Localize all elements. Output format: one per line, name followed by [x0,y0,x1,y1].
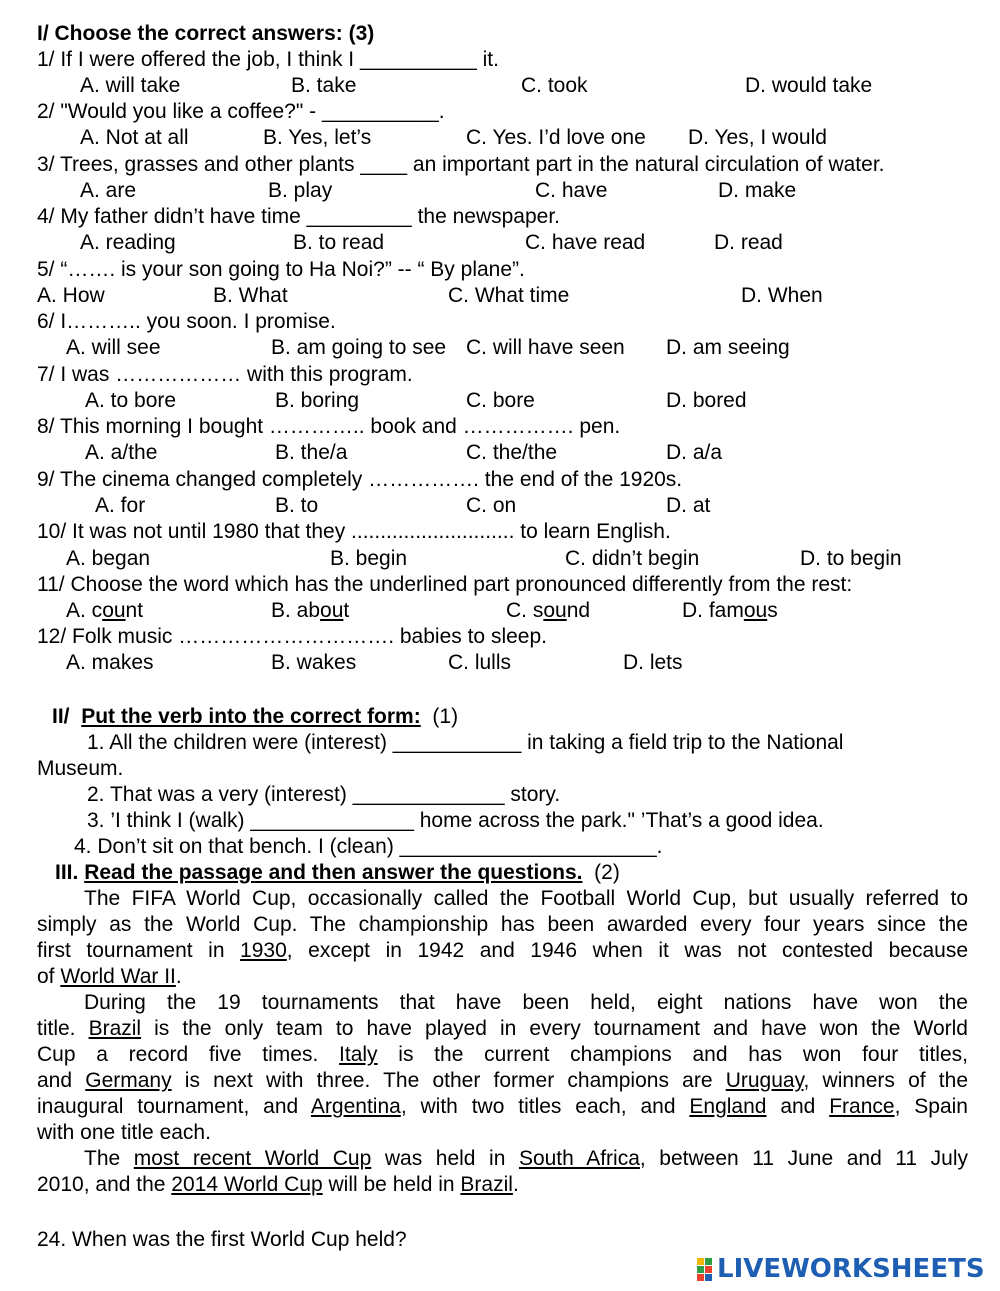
question-12-option-d[interactable]: D. lets [623,651,683,674]
link-south-africa[interactable]: South Africa [518,1147,640,1170]
link-italy[interactable]: Italy [339,1043,378,1066]
question-4-option-b[interactable]: B. to read [293,231,385,254]
question-12-option-b[interactable]: B. wakes [271,651,357,674]
question-8-option-c[interactable]: C. the/the [466,441,558,464]
question-2-option-c[interactable]: C. Yes. I’d love one [466,126,646,149]
question-11-option-d[interactable]: D. famous [682,599,778,622]
question-1-option-d[interactable]: D. would take [745,74,873,97]
underlined-part: ou [743,599,768,622]
passage-p2-line5: inaugural tournament, and Argentina, with two titles each, and England and France, Spain [37,1095,968,1118]
question-10-stem: 10/ It was not until 1980 that they ............................ to learn English. [37,520,671,543]
passage-p2-line3: Cup a record five times. Italy is the current champions and has won four titles, [37,1043,968,1066]
passage-p2-line6: with one title each. [37,1121,211,1144]
question-8-option-d[interactable]: D. a/a [666,441,723,464]
question-2-stem: 2/ "Would you like a coffee?" - __________. [37,100,445,123]
question-11-option-a[interactable]: A. count [66,599,144,622]
question-6-option-b[interactable]: B. am going to see [271,336,447,359]
question-9-option-b[interactable]: B. to [275,494,319,517]
link-france[interactable]: France [829,1095,895,1118]
link-brazil[interactable]: Brazil [88,1017,142,1040]
link-brazil-2[interactable]: Brazil [460,1173,513,1196]
passage-p2-line1: During the 19 tournaments that have been held, eight nations have won the [84,991,968,1014]
question-5-option-a[interactable]: A. How [37,284,105,307]
link-uruguay[interactable]: Uruguay [725,1069,804,1092]
question-10-option-d[interactable]: D. to begin [800,547,902,570]
link-2014-world-cup[interactable]: 2014 World Cup [171,1173,323,1196]
question-9-option-a[interactable]: A. for [95,494,146,517]
question-8-stem: 8/ This morning I bought ………….. book and ……………. pen. [37,415,621,438]
question-6-option-a[interactable]: A. will see [66,336,161,359]
verb-item-1-cont: Museum. [37,757,124,780]
question-3-option-c[interactable]: C. have [535,179,608,202]
question-10-option-c[interactable]: C. didn’t begin [565,547,700,570]
link-world-war-ii[interactable]: World War II [60,965,176,988]
question-7-option-a[interactable]: A. to bore [85,389,177,412]
question-7-option-b[interactable]: B. boring [275,389,360,412]
question-4-option-a[interactable]: A. reading [80,231,176,254]
question-12-option-c[interactable]: C. lulls [448,651,512,674]
question-8-option-a[interactable]: A. a/the [85,441,158,464]
liveworksheets-logo[interactable] [696,1254,985,1284]
section3-heading: III. Read the passage and then answer the questions. (2) [55,861,620,884]
question-12-option-a[interactable]: A. makes [66,651,154,674]
question-2-option-a[interactable]: A. Not at all [80,126,189,149]
question-9-option-d[interactable]: D. at [666,494,711,517]
question-24: 24. When was the first World Cup held? [37,1228,407,1251]
section2-heading: II/ Put the verb into the correct form: (1) [52,705,459,728]
question-2-option-d[interactable]: D. Yes, I would [688,126,827,149]
question-1-option-c[interactable]: C. took [521,74,588,97]
verb-item-2: 2. That was a very (interest) _____________ story. [87,783,561,806]
question-1-option-a[interactable]: A. will take [80,74,181,97]
verb-item-3: 3. ’I think I (walk) ______________ home across the park." ’That’s a good idea. [87,809,824,832]
section1-heading: I/ Choose the correct answers: (3) [37,22,375,45]
logo-text: LIVEWORKSHEETS [717,1254,985,1284]
passage-p3-line1: The most recent World Cup was held in South Africa, between 11 June and 11 July [84,1147,969,1170]
question-11-stem: 11/ Choose the word which has the underlined part pronounced differently from the rest: [37,573,853,596]
question-7-option-d[interactable]: D. bored [666,389,747,412]
liveworksheets-logo-icon [696,1257,713,1281]
question-9-stem: 9/ The cinema changed completely ……………. the end of the 1920s. [37,468,683,491]
passage-p1-line2: simply as the World Cup. The championship has been awarded every four years since the [37,913,968,936]
question-1-stem: 1/ If I were offered the job, I think I __________ it. [37,48,499,71]
passage-p1-line4: of World War II. [37,965,182,988]
link-1930[interactable]: 1930 [240,939,287,962]
question-5-stem: 5/ “……. is your son going to Ha Noi?” -- “ By plane”. [37,258,525,281]
link-argentina[interactable]: Argentina [310,1095,401,1118]
question-6-option-c[interactable]: C. will have seen [466,336,625,359]
question-10-option-a[interactable]: A. began [66,547,151,570]
question-11-option-c[interactable]: C. sound [506,599,591,622]
question-5-option-d[interactable]: D. When [741,284,823,307]
question-8-option-b[interactable]: B. the/a [275,441,348,464]
question-6-stem: 6/ I……….. you soon. I promise. [37,310,336,333]
link-germany[interactable]: Germany [85,1069,172,1092]
underlined-part: ou [543,599,567,622]
question-7-stem: 7/ I was ……………… with this program. [37,363,413,386]
question-11-option-b[interactable]: B. about [271,599,350,622]
question-5-option-b[interactable]: B. What [213,284,288,307]
question-12-stem: 12/ Folk music …………………………. babies to sleep. [37,625,547,648]
question-3-stem: 3/ Trees, grasses and other plants ____ an important part in the natural circulation of water. [37,153,885,176]
question-2-option-b[interactable]: B. Yes, let’s [263,126,372,149]
passage-p2-line2: title. Brazil is the only team to have played in every tournament and have won the World [37,1017,968,1040]
verb-item-1: 1. All the children were (interest) ___________ in taking a field trip to the National [87,731,844,754]
question-9-option-c[interactable]: C. on [466,494,517,517]
question-3-option-d[interactable]: D. make [718,179,797,202]
question-4-option-c[interactable]: C. have read [525,231,646,254]
question-3-option-a[interactable]: A. are [80,179,137,202]
question-4-stem: 4/ My father didn’t have time _________ the newspaper. [37,205,561,228]
question-3-option-b[interactable]: B. play [268,179,333,202]
link-england[interactable]: England [689,1095,767,1118]
question-6-option-d[interactable]: D. am seeing [666,336,790,359]
question-4-option-d[interactable]: D. read [714,231,783,254]
verb-item-4: 4. Don’t sit on that bench. I (clean) ______________________. [74,835,663,858]
section2-title: Put the verb into the correct form: [81,705,421,728]
passage-p2-line4: and Germany is next with three. The other former champions are Uruguay, winners of the [37,1069,968,1092]
passage-p3-line2: 2010, and the 2014 World Cup will be held in Brazil. [37,1173,519,1196]
underlined-part: ou [320,599,344,622]
underlined-part: ou [102,599,126,622]
question-5-option-c[interactable]: C. What time [448,284,570,307]
question-7-option-c[interactable]: C. bore [466,389,535,412]
passage-p1-line1: The FIFA World Cup, occasionally called the Football World Cup, but usually referred to [84,887,968,910]
link-most-recent-world-cup[interactable]: most recent World Cup [133,1147,372,1170]
passage-p1-line3: first tournament in 1930, except in 1942 and 1946 when it was not contested because [37,939,969,962]
section3-title: Read the passage and then answer the questions. [84,861,583,884]
question-10-option-b[interactable]: B. begin [330,547,408,570]
question-1-option-b[interactable]: B. take [291,74,357,97]
